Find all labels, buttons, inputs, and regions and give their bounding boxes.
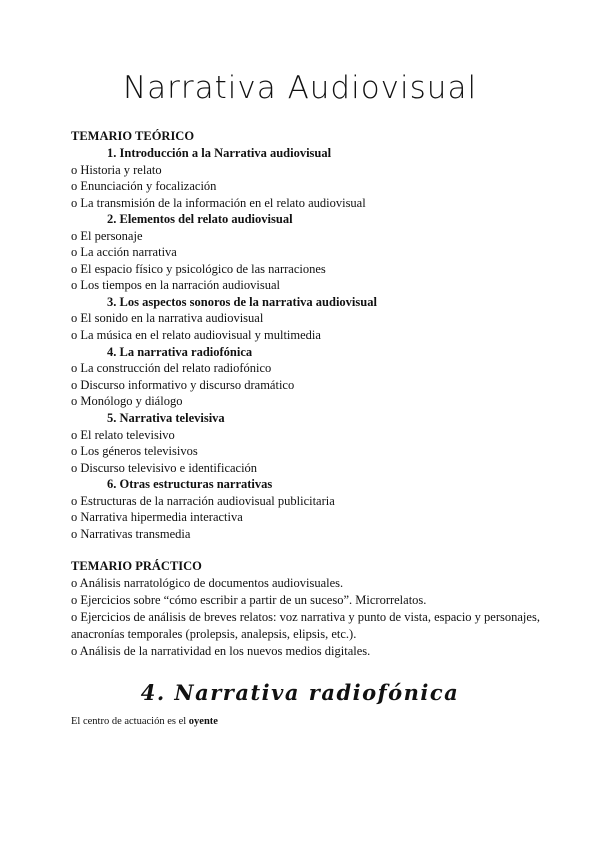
unit-item: o Narrativas transmedia	[71, 527, 191, 541]
unit-item: o Los géneros televisivos	[71, 444, 198, 458]
document-title: Narrativa Audiovisual	[122, 70, 478, 106]
section-intro	[71, 714, 218, 730]
practico-item: o Ejercicios de análisis de breves relatos: voz narrativa y punto de vista, espacio y personajes,	[71, 610, 540, 624]
unit-item: o El sonido en la narrativa audiovisual	[71, 311, 264, 325]
practico-item: o Análisis narratológico de documentos audiovisuales.	[71, 576, 344, 590]
section-intro-bold: oyente	[188, 716, 218, 727]
unit-title-1: 1. Introducción a la Narrativa audiovisual	[107, 146, 332, 160]
unit-item: o Narrativa hipermedia interactiva	[71, 510, 243, 524]
unit-title-3: 3. Los aspectos sonoros de la narrativa audiovisual	[107, 295, 377, 309]
unit-item: o El personaje	[71, 229, 143, 243]
section-intro-text: El centro de actuación es el	[71, 716, 189, 727]
practico-item: anacronías temporales (prolepsis, analepsis, elipsis, etc.).	[71, 627, 357, 641]
practico-item: o Análisis de la narratividad en los nuevos medios digitales.	[71, 644, 371, 658]
unit-item: o El espacio físico y psicológico de las narraciones	[71, 262, 326, 276]
unit-item: o Discurso informativo y discurso dramático	[71, 378, 295, 392]
unit-item: o Los tiempos en la narración audiovisual	[71, 278, 280, 292]
unit-item: o Monólogo y diálogo	[71, 394, 183, 408]
teorico-heading: TEMARIO TEÓRICO	[71, 129, 195, 143]
unit-item: o La acción narrativa	[71, 245, 177, 259]
unit-title-6: 6. Otras estructuras narrativas	[107, 477, 273, 491]
practico-heading: TEMARIO PRÁCTICO	[71, 559, 202, 573]
unit-item: o La música en el relato audiovisual y multimedia	[71, 328, 321, 342]
section-title: 4. Narrativa radiofónica	[140, 680, 460, 705]
unit-item: o Historia y relato	[71, 163, 162, 177]
unit-item: o El relato televisivo	[71, 428, 175, 442]
unit-title-5: 5. Narrativa televisiva	[107, 411, 225, 425]
unit-item: o La construcción del relato radiofónico	[71, 361, 272, 375]
unit-title-4: 4. La narrativa radiofónica	[107, 345, 253, 359]
practico-item: o Ejercicios sobre “cómo escribir a partir de un suceso”. Microrrelatos.	[71, 593, 427, 607]
unit-item: o Discurso televisivo e identificación	[71, 461, 258, 475]
unit-title-2: 2. Elementos del relato audiovisual	[107, 212, 293, 226]
unit-item: o La transmisión de la información en el relato audiovisual	[71, 196, 366, 210]
unit-item: o Enunciación y focalización	[71, 179, 217, 193]
unit-item: o Estructuras de la narración audiovisual publicitaria	[71, 494, 335, 508]
